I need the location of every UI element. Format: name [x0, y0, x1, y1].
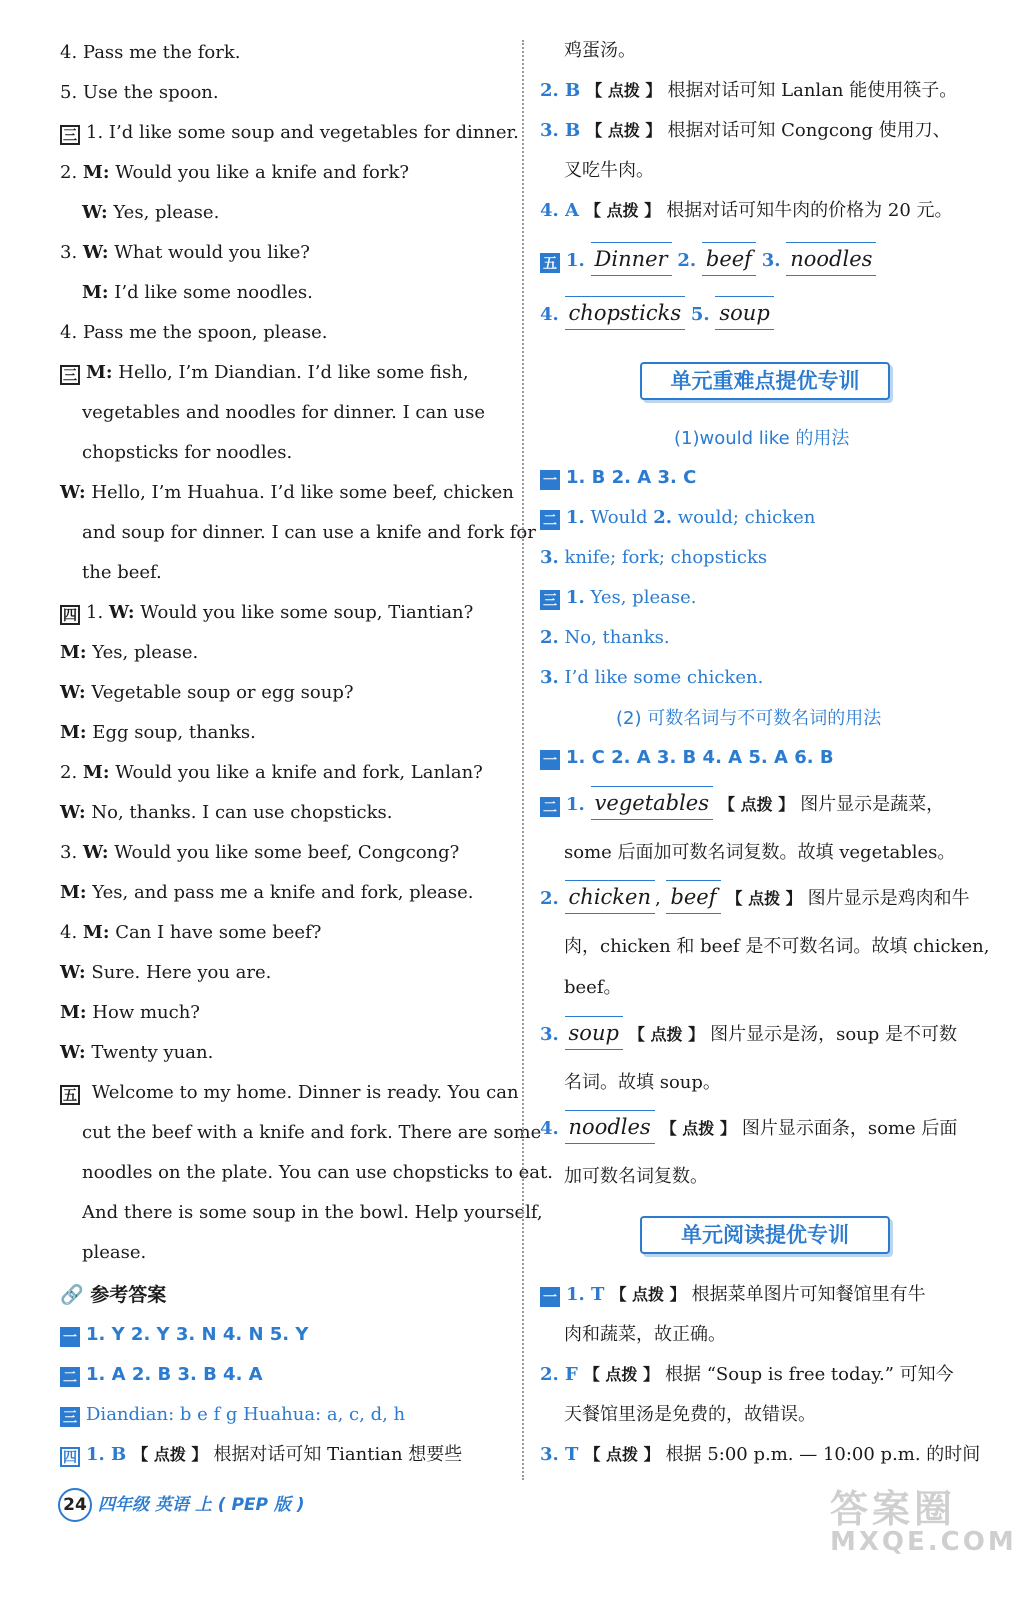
line-text: Hello, I’m Diandian. I’d like some fish, [112, 362, 469, 383]
hint-label: 【 点拨 】 [132, 1445, 208, 1464]
answer-key: 3. T [540, 1444, 579, 1465]
watermark-logo: 答案圈 [830, 1487, 957, 1531]
answer-line [60, 1442, 462, 1468]
answer-text: Yes, please. [584, 587, 697, 608]
answer-key: 4. A [540, 200, 580, 221]
answer-text: 根据对话可知 Tiantian 想要些 [213, 1444, 463, 1465]
line [60, 720, 256, 746]
answer-key: 1. B [86, 1444, 127, 1465]
speaker: W: [60, 682, 86, 703]
section-tag: 二 [540, 510, 560, 530]
hint-label: 【 点拨 】 [660, 1119, 736, 1138]
line [60, 1000, 200, 1026]
line: cut the beef with a knife and fork. There are some [82, 1122, 542, 1143]
answer-text: 1. A 2. B 3. B 4. A [86, 1364, 263, 1385]
num: 1. [566, 250, 585, 271]
num: 3. [761, 250, 781, 271]
answer-text: 图片显示是鸡肉和牛 [807, 888, 970, 909]
answer-text: 1. B 2. A 3. C [566, 467, 697, 488]
line: 肉和蔬菜，故正确。 [564, 1324, 726, 1345]
line: 叉吃牛肉。 [564, 160, 654, 181]
line-text: Vegetable soup or egg soup? [85, 682, 354, 703]
line-text: What would you like? [108, 242, 310, 263]
answer-line [540, 786, 944, 820]
page-footer [58, 1488, 305, 1522]
hint-label: 【 点拨 】 [719, 795, 795, 814]
line [60, 600, 473, 626]
speaker: W: [60, 962, 86, 983]
answer-line [540, 1362, 954, 1388]
section-tag: 二 [60, 1367, 80, 1387]
answer-line [540, 585, 696, 611]
line [60, 1040, 213, 1066]
num: 2. [60, 762, 83, 783]
answer-line [60, 1322, 308, 1348]
line: 鸡蛋汤。 [564, 40, 636, 61]
answer-line [540, 1016, 957, 1050]
section-tag: 二 [540, 797, 560, 817]
answer-line [540, 545, 767, 571]
line-text: Twenty yuan. [85, 1042, 214, 1063]
answer-text: 根据 “Soup is free today.” 可知今 [665, 1364, 954, 1385]
num: 1. [566, 587, 585, 608]
answer-text: 图片显示是汤，soup 是不可数 [710, 1024, 957, 1045]
num: 2. [653, 507, 673, 528]
answer-line [60, 1362, 263, 1388]
speaker: M: [60, 722, 87, 743]
column-divider [522, 40, 524, 1480]
handwritten-answer: soup [715, 296, 773, 330]
speaker: M: [60, 642, 87, 663]
handwritten-answer: beef [702, 242, 756, 276]
line-text: Yes, please. [86, 642, 199, 663]
num: 2. [540, 888, 559, 909]
answer-line [540, 118, 951, 144]
watermark [830, 1478, 1017, 1557]
line: 5. Use the spoon. [60, 82, 219, 103]
line-text: How much? [86, 1002, 200, 1023]
num: 3. [60, 842, 83, 863]
speaker: W: [108, 602, 135, 623]
answer-text: Diandian: b e f g Huahua: a, c, d, h [86, 1404, 406, 1425]
speaker: W: [82, 242, 109, 263]
num: 2. [540, 627, 559, 648]
section-tag: 四 [60, 605, 80, 625]
answer-line [540, 78, 957, 104]
speaker: W: [82, 202, 108, 223]
line-text: Can I have some beef? [109, 922, 322, 943]
answer-text: 1. C 2. A 3. B 4. A 5. A 6. B [566, 747, 834, 768]
answer-text: No, thanks. [558, 627, 670, 648]
answer-line [540, 1442, 980, 1468]
line [60, 760, 483, 786]
answer-line [540, 665, 763, 691]
section-tag: 五 [60, 1085, 80, 1105]
section-banner: 单元阅读提优专训 [640, 1216, 890, 1254]
hint-label: 【 点拨 】 [586, 81, 662, 100]
line: some 后面加可数名词复数。故填 vegetables。 [564, 842, 956, 863]
handwritten-answer: chopsticks [565, 296, 686, 330]
handwritten-answer: soup [565, 1016, 623, 1050]
line [60, 640, 198, 666]
speaker: W: [82, 842, 109, 863]
answer-text: 根据 5:00 p.m. — 10:00 p.m. 的时间 [665, 1444, 981, 1465]
num: 1. [566, 794, 585, 815]
speaker: M: [60, 1002, 87, 1023]
num: 4. [60, 922, 83, 943]
line: 天餐馆里汤是免费的，故错误。 [564, 1404, 816, 1425]
line [60, 160, 409, 186]
hint-label: 【 点拨 】 [583, 1365, 659, 1384]
num: 4. [540, 304, 559, 325]
hint-label: 【 点拨 】 [584, 1445, 660, 1464]
section-tag: 三 [540, 590, 560, 610]
answer-key: 1. T [566, 1284, 605, 1305]
line [60, 960, 271, 986]
line [60, 680, 354, 706]
handwritten-answer: Dinner [591, 242, 672, 276]
answer-line [540, 1282, 926, 1308]
line [60, 120, 519, 146]
num: 2. [60, 162, 83, 183]
line [82, 280, 313, 306]
speaker: M: [82, 762, 110, 783]
book-title: 四年级 英语 上 ( PEP 版 ) [98, 1495, 305, 1515]
line: And there is some soup in the bowl. Help yourself, [82, 1202, 543, 1223]
line: 4. Pass me the spoon, please. [60, 322, 328, 343]
answer-text: 图片显示面条，some 后面 [741, 1118, 958, 1139]
line: noodles on the plate. You can use chopsticks to eat. [82, 1162, 553, 1183]
section-tag: 一 [60, 1327, 80, 1347]
speaker: M: [82, 922, 110, 943]
line-text: 1. I’d like some soup and vegetables for dinner. [86, 122, 519, 143]
line: 加可数名词复数。 [564, 1166, 708, 1187]
speaker: M: [60, 882, 87, 903]
handwritten-answer: chicken [565, 880, 655, 914]
hint-label: 【 点拨 】 [586, 121, 662, 140]
line-text: Would you like a knife and fork? [109, 162, 410, 183]
answer-text: would; chicken [672, 507, 816, 528]
subheading: (1)would like 的用法 [674, 428, 850, 449]
line-text: I’d like some noodles. [108, 282, 313, 303]
answer-text: 图片显示是蔬菜， [800, 794, 945, 815]
line [60, 880, 473, 906]
answers-title: 参考答案 [90, 1284, 167, 1306]
answer-key: 2. F [540, 1364, 578, 1385]
hint-label: 【 点拨 】 [726, 889, 802, 908]
answer-line [540, 1110, 957, 1144]
answer-text: 根据对话可知 Lanlan 能使用筷子。 [667, 80, 958, 101]
answer-text: 根据对话可知牛肉的价格为 20 元。 [666, 200, 953, 221]
hint-label: 【 点拨 】 [628, 1025, 705, 1044]
line [60, 800, 393, 826]
answer-line [540, 465, 696, 491]
line-text: Would you like some soup, Tiantian? [134, 602, 474, 623]
hint-label: 【 点拨 】 [585, 201, 661, 220]
answer-key: 2. B [540, 80, 581, 101]
page-number: 24 [58, 1488, 92, 1522]
num: 1. [86, 602, 109, 623]
answer-text: I’d like some chicken. [558, 667, 764, 688]
line: vegetables and noodles for dinner. I can use [82, 402, 486, 423]
section-tag: 一 [540, 750, 560, 770]
line-text: Yes, and pass me a knife and fork, please. [86, 882, 474, 903]
answer-text: 根据对话可知 Congcong 使用刀、 [667, 120, 951, 141]
section-tag: 四 [60, 1447, 80, 1467]
num: 3. [540, 1024, 559, 1045]
hint-label: 【 点拨 】 [610, 1285, 686, 1304]
line: please. [82, 1242, 147, 1263]
answer-key: 3. B [540, 120, 581, 141]
speaker: W: [60, 482, 86, 503]
line: 名词。故填 soup。 [564, 1072, 721, 1093]
speaker: W: [60, 1042, 86, 1063]
paperclip-icon: 🔗 [60, 1284, 84, 1306]
line [60, 840, 459, 866]
answer-text: knife; fork; chopsticks [558, 547, 768, 568]
answers-heading [60, 1280, 166, 1307]
num: 3. [60, 242, 83, 263]
answer-line [540, 505, 815, 531]
num: 4. [540, 1118, 559, 1139]
answer-line [540, 198, 953, 224]
subheading: (2) 可数名词与不可数名词的用法 [616, 708, 882, 729]
line: chopsticks for noodles. [82, 442, 293, 463]
handwritten-answer: noodles [565, 1110, 655, 1144]
section-banner: 单元重难点提优专训 [640, 362, 890, 400]
speaker: W: [60, 802, 86, 823]
num: 2. [677, 250, 697, 271]
num: 3. [540, 667, 559, 688]
line: 4. Pass me the fork. [60, 42, 241, 63]
line-text: Would you like a knife and fork, Lanlan? [109, 762, 483, 783]
answer-text: 1. Y 2. Y 3. N 4. N 5. Y [86, 1324, 309, 1345]
handwritten-answers-row [540, 296, 774, 330]
speaker: M: [82, 162, 110, 183]
section-tag: 五 [540, 253, 560, 273]
section-tag: 三 [60, 1407, 80, 1427]
num: 5. [690, 304, 710, 325]
line-text: No, thanks. I can use chopsticks. [85, 802, 393, 823]
section-tag: 三 [60, 125, 80, 145]
line [60, 240, 310, 266]
num: 3. [540, 547, 559, 568]
line-text: Welcome to my home. Dinner is ready. You can [91, 1082, 519, 1103]
line [60, 1080, 519, 1106]
handwritten-answer: vegetables [591, 786, 714, 820]
line-text: Hello, I’m Huahua. I’d like some beef, chicken [85, 482, 514, 503]
handwritten-answers-row [540, 242, 876, 276]
speaker: M: [82, 282, 109, 303]
line: beef。 [564, 977, 622, 998]
line-text: Sure. Here you are. [85, 962, 272, 983]
watermark-url: MXQE.COM [830, 1527, 1017, 1557]
line: and soup for dinner. I can use a knife and fork for [82, 522, 536, 543]
handwritten-answer: beef [666, 880, 720, 914]
line [60, 920, 321, 946]
answer-line [60, 1402, 405, 1428]
answer-line [540, 625, 670, 651]
line-text: Egg soup, thanks. [86, 722, 256, 743]
line: the beef. [82, 562, 162, 583]
handwritten-answer: noodles [786, 242, 876, 276]
line [60, 360, 469, 386]
line [82, 200, 219, 226]
answer-text: 根据菜单图片可知餐馆里有牛 [691, 1284, 926, 1305]
section-tag: 三 [60, 365, 80, 385]
line-text: Would you like some beef, Congcong? [108, 842, 460, 863]
answer-text: Would [584, 507, 654, 528]
num: 1. [566, 507, 585, 528]
line: 肉，chicken 和 beef 是不可数名词。故填 chicken, [564, 936, 990, 957]
section-tag: 一 [540, 1287, 560, 1307]
line-text: Yes, please. [107, 202, 220, 223]
speaker: M: [86, 362, 113, 383]
answer-line [540, 745, 834, 771]
line [60, 480, 514, 506]
section-tag: 一 [540, 470, 560, 490]
answer-line: 2. chicken , beef 【 点拨 】 图片显示是鸡肉和牛 [540, 880, 970, 914]
